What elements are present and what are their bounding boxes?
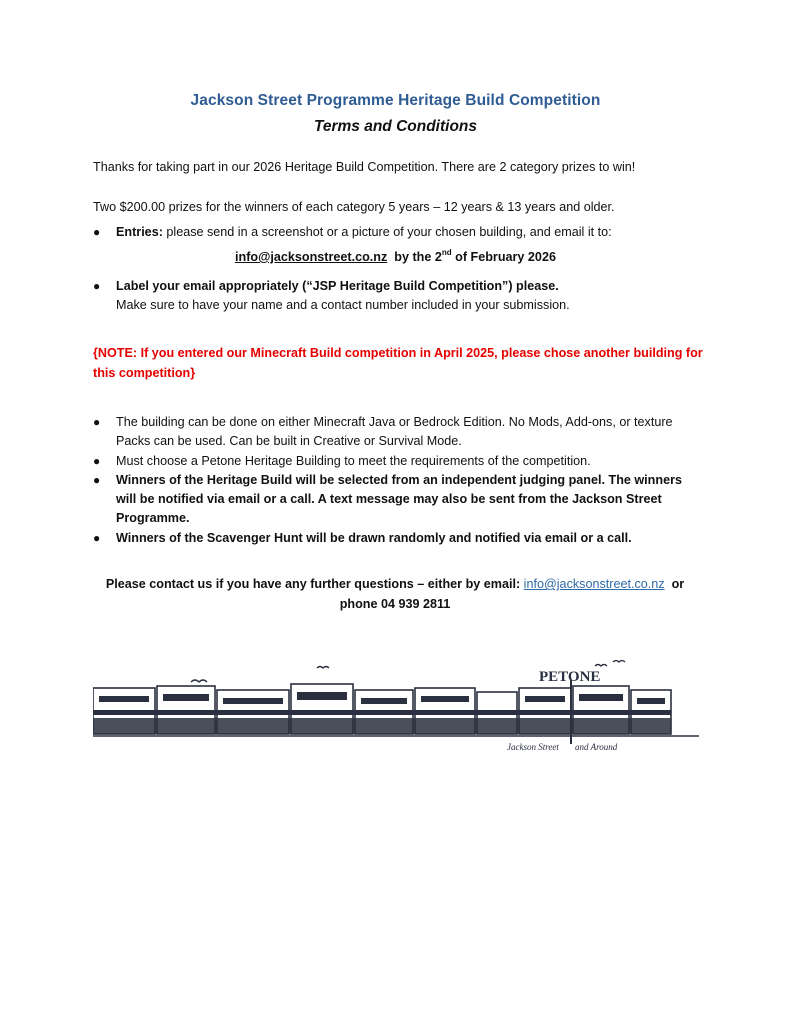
bullet-icon: ● bbox=[93, 531, 101, 545]
note-text: {NOTE: If you entered our Minecraft Build competition in April 2025, please chose another building for this competition} bbox=[93, 346, 703, 380]
prize-line: Two $200.00 prizes for the winners of each category 5 years – 12 years & 13 years and older. bbox=[93, 200, 615, 214]
label-item bbox=[93, 277, 703, 315]
rule-text: Winners of the Heritage Build will be selected from an independent judging panel. The winners will be notified via email or a call. A text message may also be sent from the Jackson Street Programme. bbox=[116, 473, 682, 525]
rule-item bbox=[93, 413, 703, 451]
contact-email-link[interactable]: info@jacksonstreet.co.nz bbox=[523, 577, 665, 591]
entries-deadline bbox=[0, 247, 791, 264]
logo-town: PETONE bbox=[539, 669, 601, 685]
contact-prefix: Please contact us if you have any further questions – either by email: bbox=[105, 577, 521, 591]
deadline-sup: nd bbox=[441, 247, 452, 257]
logo-tagline-right: and Around bbox=[575, 742, 618, 752]
rule-text: Winners of the Scavenger Hunt will be drawn randomly and notified via email or a call. bbox=[116, 531, 632, 545]
rule-item bbox=[93, 452, 703, 471]
page-title: Jackson Street Programme Heritage Build Competition bbox=[190, 92, 601, 109]
bird-icon bbox=[595, 665, 607, 667]
entries-label: Entries: bbox=[116, 225, 163, 239]
page-subtitle: Terms and Conditions bbox=[313, 118, 478, 135]
bird-icon bbox=[191, 680, 207, 682]
bullet-icon: ● bbox=[93, 415, 101, 429]
intro-line: Thanks for taking part in our 2026 Heritage Build Competition. There are 2 category prizes to win! bbox=[93, 160, 636, 174]
entries-text: please send in a screenshot or a picture of your chosen building, and email it to: bbox=[166, 225, 612, 239]
rule-item bbox=[93, 529, 703, 548]
bird-icon bbox=[613, 661, 625, 663]
bullet-icon: ● bbox=[93, 279, 101, 293]
bullet-icon: ● bbox=[93, 225, 101, 239]
label-item-bold: Label your email appropriately (“JSP Heritage Build Competition”) please. bbox=[116, 279, 559, 293]
contact-or: or bbox=[671, 577, 685, 591]
label-item-text: Make sure to have your name and a contact number included in your submission. bbox=[116, 298, 570, 312]
bird-icon bbox=[317, 667, 329, 669]
logo-tagline-left: Jackson Street bbox=[507, 742, 559, 752]
deadline-prefix: by the 2 bbox=[394, 250, 442, 264]
contact-phone: phone 04 939 2811 bbox=[339, 597, 451, 611]
rule-text: Must choose a Petone Heritage Building to meet the requirements of the competition. bbox=[116, 454, 591, 468]
rule-item bbox=[93, 471, 703, 528]
bullet-icon: ● bbox=[93, 473, 101, 487]
entries-item bbox=[93, 223, 703, 242]
petone-streetscape-logo bbox=[93, 660, 699, 756]
rule-text: The building can be done on either Minecraft Java or Bedrock Edition. No Mods, Add-ons, or texture Packs can be used. Can be built in Creative or Survival Mode. bbox=[116, 415, 673, 448]
bullet-icon: ● bbox=[93, 454, 101, 468]
deadline-suffix: of February 2026 bbox=[455, 250, 556, 264]
contact-block bbox=[95, 574, 695, 614]
entries-email-link[interactable]: info@jacksonstreet.co.nz bbox=[235, 250, 388, 264]
